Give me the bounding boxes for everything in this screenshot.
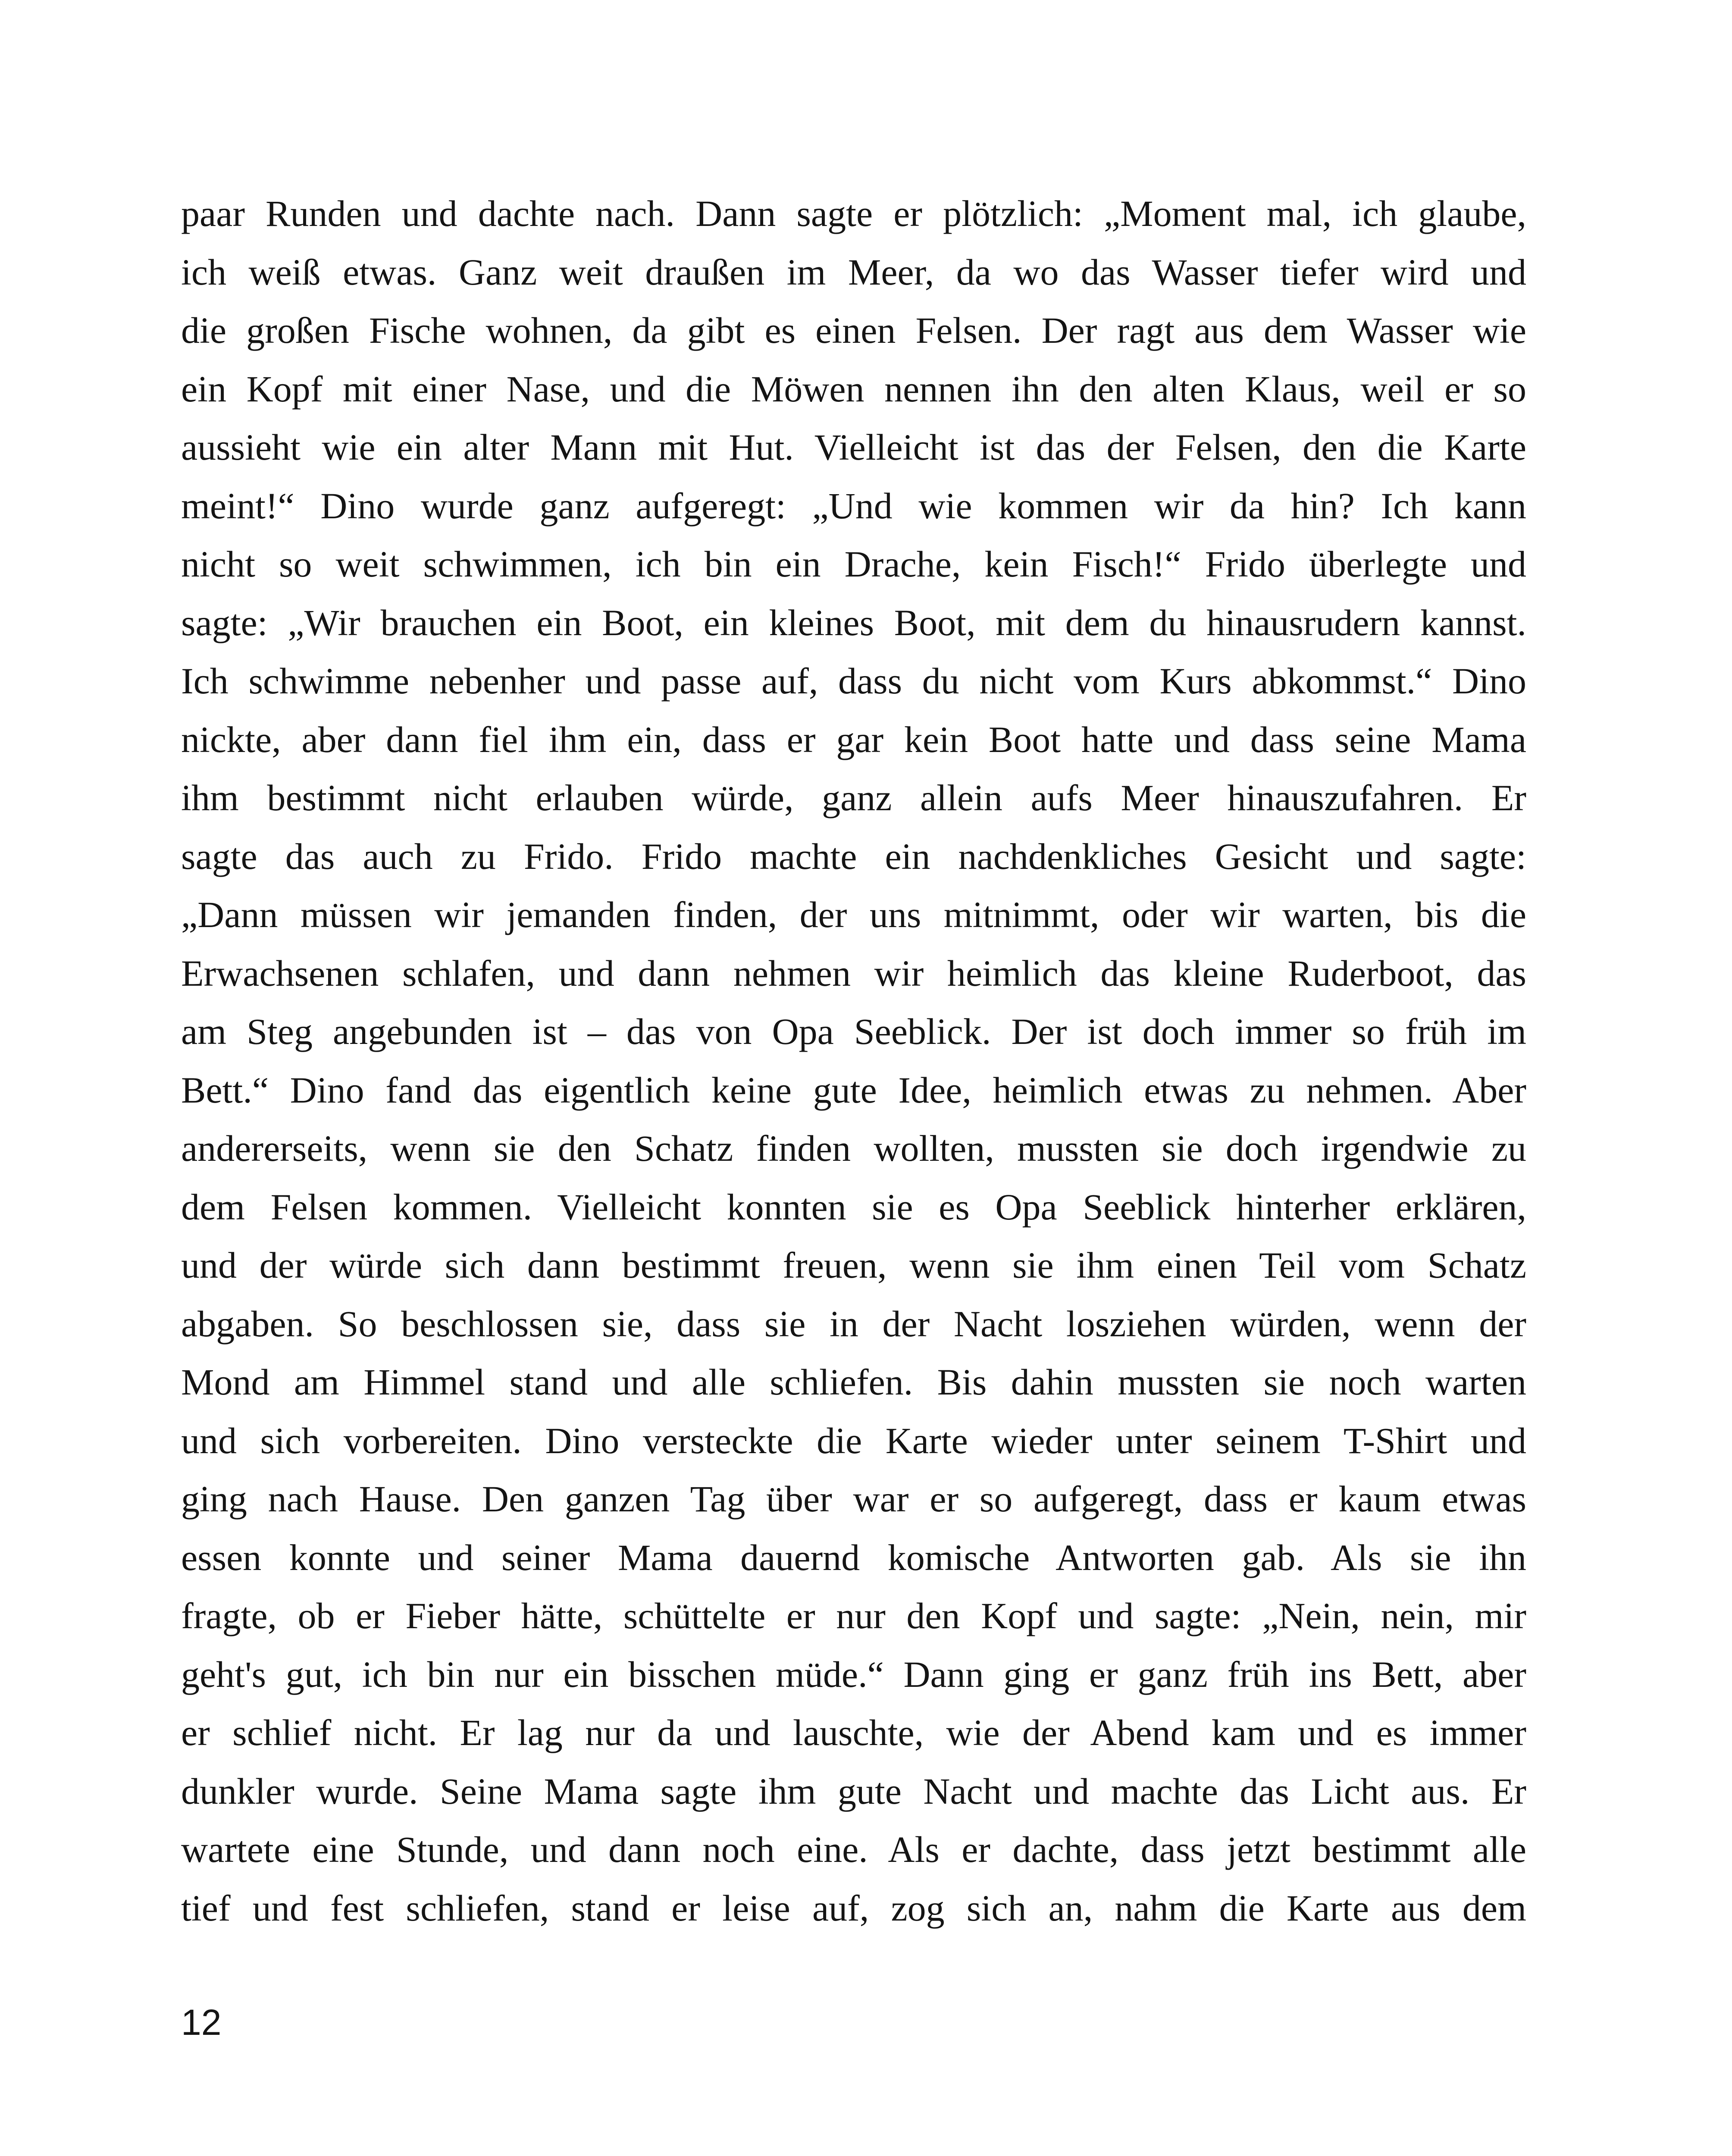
- text-line: nickte, aber dann fiel ihm ein, dass er gar kein Boot hatte und dass seine Mama: [181, 718, 1526, 760]
- text-line: paar Runden und dachte nach. Dann sagte er plötzlich: „Moment mal, ich glaube,: [181, 193, 1526, 234]
- text-line: ging nach Hause. Den ganzen Tag über war er so aufgeregt, dass er kaum etwas: [181, 1478, 1526, 1520]
- text-line: am Steg angebunden ist – das von Opa Seeblick. Der ist doch immer so früh im: [181, 1011, 1526, 1052]
- text-line: meint!“ Dino wurde ganz aufgeregt: „Und wie kommen wir da hin? Ich kann: [181, 485, 1526, 526]
- text-line: sagte: „Wir brauchen ein Boot, ein kleines Boot, mit dem du hinausrudern kannst.: [181, 602, 1526, 643]
- text-line: die großen Fische wohnen, da gibt es einen Felsen. Der ragt aus dem Wasser wie: [181, 310, 1526, 351]
- text-line: fragte, ob er Fieber hätte, schüttelte er nur den Kopf und sagte: „Nein, nein, mir: [181, 1595, 1526, 1636]
- body-text: [181, 185, 1526, 1937]
- text-line: ihm bestimmt nicht erlauben würde, ganz allein aufs Meer hinauszufahren. Er: [181, 777, 1526, 818]
- text-line: nicht so weit schwimmen, ich bin ein Drache, kein Fisch!“ Frido überlegte und: [181, 543, 1526, 585]
- text-line: und der würde sich dann bestimmt freuen, wenn sie ihm einen Teil vom Schatz: [181, 1244, 1526, 1286]
- text-line: wartete eine Stunde, und dann noch eine. Als er dachte, dass jetzt bestimmt alle: [181, 1829, 1526, 1870]
- text-line: er schlief nicht. Er lag nur da und lauschte, wie der Abend kam und es immer: [181, 1712, 1526, 1753]
- text-line: abgaben. So beschlossen sie, dass sie in der Nacht losziehen würden, wenn der: [181, 1303, 1526, 1344]
- page-number: 12: [181, 2002, 222, 2043]
- text-line: ein Kopf mit einer Nase, und die Möwen nennen ihn den alten Klaus, weil er so: [181, 368, 1526, 410]
- text-line: dunkler wurde. Seine Mama sagte ihm gute Nacht und machte das Licht aus. Er: [181, 1770, 1526, 1812]
- text-line: geht's gut, ich bin nur ein bisschen müde.“ Dann ging er ganz früh ins Bett, aber: [181, 1653, 1526, 1695]
- text-line: aussieht wie ein alter Mann mit Hut. Vielleicht ist das der Felsen, den die Karte: [181, 426, 1526, 468]
- text-line: „Dann müssen wir jemanden finden, der uns mitnimmt, oder wir warten, bis die: [181, 894, 1526, 935]
- text-line: und sich vorbereiten. Dino versteckte die Karte wieder unter seinem T-Shirt und: [181, 1420, 1526, 1461]
- text-line: ich weiß etwas. Ganz weit draußen im Meer, da wo das Wasser tiefer wird und: [181, 251, 1526, 293]
- text-line: Bett.“ Dino fand das eigentlich keine gute Idee, heimlich etwas zu nehmen. Aber: [181, 1069, 1526, 1111]
- text-line: Erwachsenen schlafen, und dann nehmen wir heimlich das kleine Ruderboot, das: [181, 952, 1526, 994]
- text-line: essen konnte und seiner Mama dauernd komische Antworten gab. Als sie ihn: [181, 1536, 1526, 1578]
- text-line: Ich schwimme nebenher und passe auf, dass du nicht vom Kurs abkommst.“ Dino: [181, 660, 1526, 702]
- text-line: Mond am Himmel stand und alle schliefen. Bis dahin mussten sie noch warten: [181, 1361, 1526, 1403]
- text-line: dem Felsen kommen. Vielleicht konnten sie es Opa Seeblick hinterher erklären,: [181, 1186, 1526, 1228]
- text-line: sagte das auch zu Frido. Frido machte ein nachdenkliches Gesicht und sagte:: [181, 835, 1526, 877]
- text-line: tief und fest schliefen, stand er leise auf, zog sich an, nahm die Karte aus dem: [181, 1887, 1526, 1929]
- text-line: andererseits, wenn sie den Schatz finden wollten, mussten sie doch irgendwie zu: [181, 1128, 1526, 1169]
